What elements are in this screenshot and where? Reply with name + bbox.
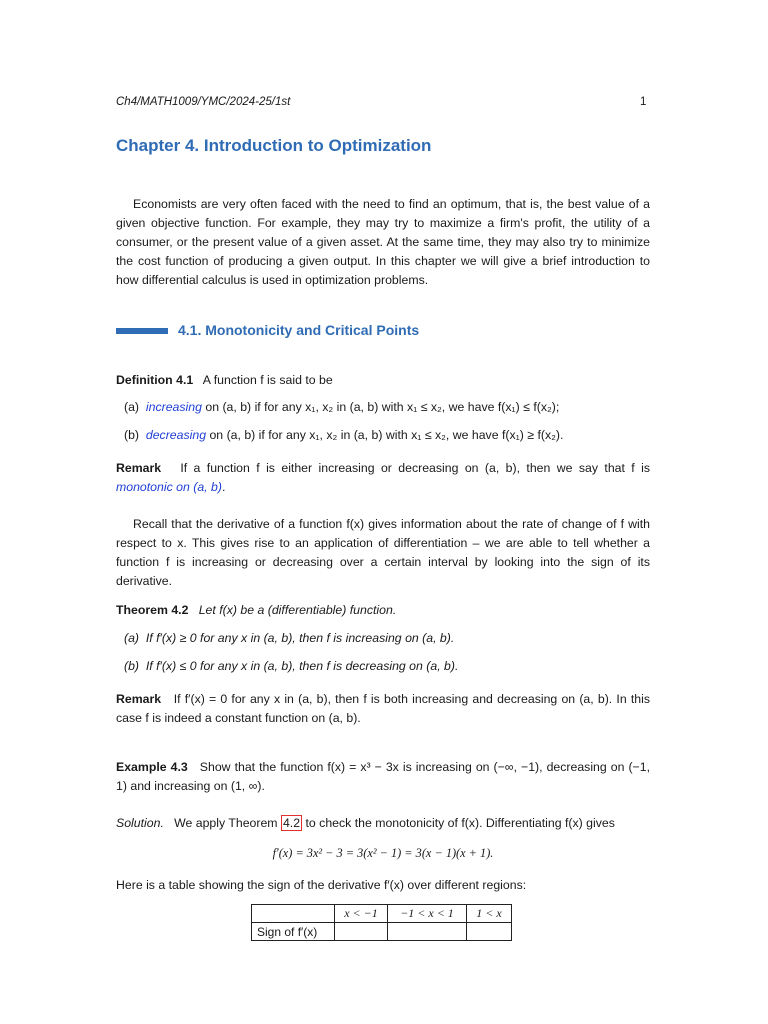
definition-item-b: (b) decreasing on (a, b) if for any x₁, x₂ in (a, b) with x₁ ≤ x₂, we have f(x₁) ≥ f(x₂). bbox=[124, 428, 564, 442]
example: Example 4.3 Show that the function f(x) = x³ − 3x is increasing on (−∞, −1), decreasing on (−1, 1) and increasing on (1, ∞). bbox=[116, 760, 650, 793]
definition-item-a: (a) increasing on (a, b) if for any x₁, x₂ in (a, b) with x₁ ≤ x₂, we have f(x₁) ≤ f(x₂); bbox=[124, 400, 560, 414]
term-increasing: increasing bbox=[145, 400, 202, 414]
running-header: Ch4/MATH1009/YMC/2024-25/1st bbox=[116, 96, 291, 108]
page-number: 1 bbox=[640, 96, 647, 108]
definition-label: Definition 4.1 bbox=[116, 373, 194, 387]
definition-text: A function f is said to be bbox=[202, 373, 333, 387]
table-row bbox=[252, 923, 512, 941]
table-row-label: Sign of f′(x) bbox=[252, 923, 335, 941]
theorem-link[interactable]: 4.2 bbox=[282, 816, 301, 830]
table-header-cell: −1 < x < 1 bbox=[388, 905, 467, 923]
table-header-cell: 1 < x bbox=[467, 905, 512, 923]
remark-constant: Remark If f′(x) = 0 for any x in (a, b), then f is both increasing and decreasing on (a, b). In this case f is indeed a constant function on (a, b). bbox=[116, 692, 650, 725]
table-intro: Here is a table showing the sign of the derivative f′(x) over different regions: bbox=[116, 878, 527, 892]
recall-paragraph: Recall that the derivative of a function f(x) gives information about the rate of change of f with respect to x. This gives rise to an application of differentiation – we are able to tell whether a function f is increasing or decreasing over a certain interval by looking into the sign of its derivative. bbox=[116, 517, 650, 588]
table-header-row bbox=[252, 905, 512, 923]
sign-table bbox=[251, 904, 512, 941]
solution-label: Solution. bbox=[116, 816, 164, 830]
chapter-title: Chapter 4. Introduction to Optimization bbox=[116, 136, 432, 155]
solution: Solution. We apply Theorem 4.2 to check the monotonicity of f(x). Differentiating f(x) gives bbox=[116, 816, 615, 830]
intro-paragraph: Economists are very often faced with the need to find an optimum, that is, the best value of a given objective function. For example, they may try to maximize a firm's profit, the utility of a consumer, or the present value of a given asset. At the same time, they may also try to minimize the cost function of producing a given output. In this chapter we will give a brief introduction to how differential calculus is used in optimization problems. bbox=[116, 197, 650, 287]
table-corner-cell bbox=[252, 905, 335, 923]
theorem-item-b: (b) If f′(x) ≤ 0 for any x in (a, b), then f is decreasing on (a, b). bbox=[124, 659, 459, 673]
theorem: Theorem 4.2 Let f(x) be a (differentiable) function. bbox=[116, 603, 397, 617]
term-monotonic: monotonic on (a, b) bbox=[116, 480, 222, 494]
derivative-equation: f′(x) = 3x² − 3 = 3(x² − 1) = 3(x − 1)(x + 1). bbox=[272, 846, 494, 860]
table-cell bbox=[388, 923, 467, 941]
remark-monotonic: Remark If a function f is either increasing or decreasing on (a, b), then we say that f is monotonic on (a, b). bbox=[116, 461, 651, 494]
example-label: Example 4.3 bbox=[116, 760, 188, 774]
theorem-label: Theorem 4.2 bbox=[116, 603, 189, 617]
section-bar bbox=[116, 328, 168, 334]
table-cell bbox=[467, 923, 512, 941]
definition bbox=[116, 371, 650, 390]
table-cell bbox=[335, 923, 388, 941]
theorem-item-a: (a) If f′(x) ≥ 0 for any x in (a, b), then f is increasing on (a, b). bbox=[124, 631, 455, 645]
table-header-cell: x < −1 bbox=[335, 905, 388, 923]
term-decreasing: decreasing bbox=[145, 428, 207, 442]
section-title: 4.1. Monotonicity and Critical Points bbox=[178, 322, 420, 338]
section-heading bbox=[116, 322, 419, 338]
